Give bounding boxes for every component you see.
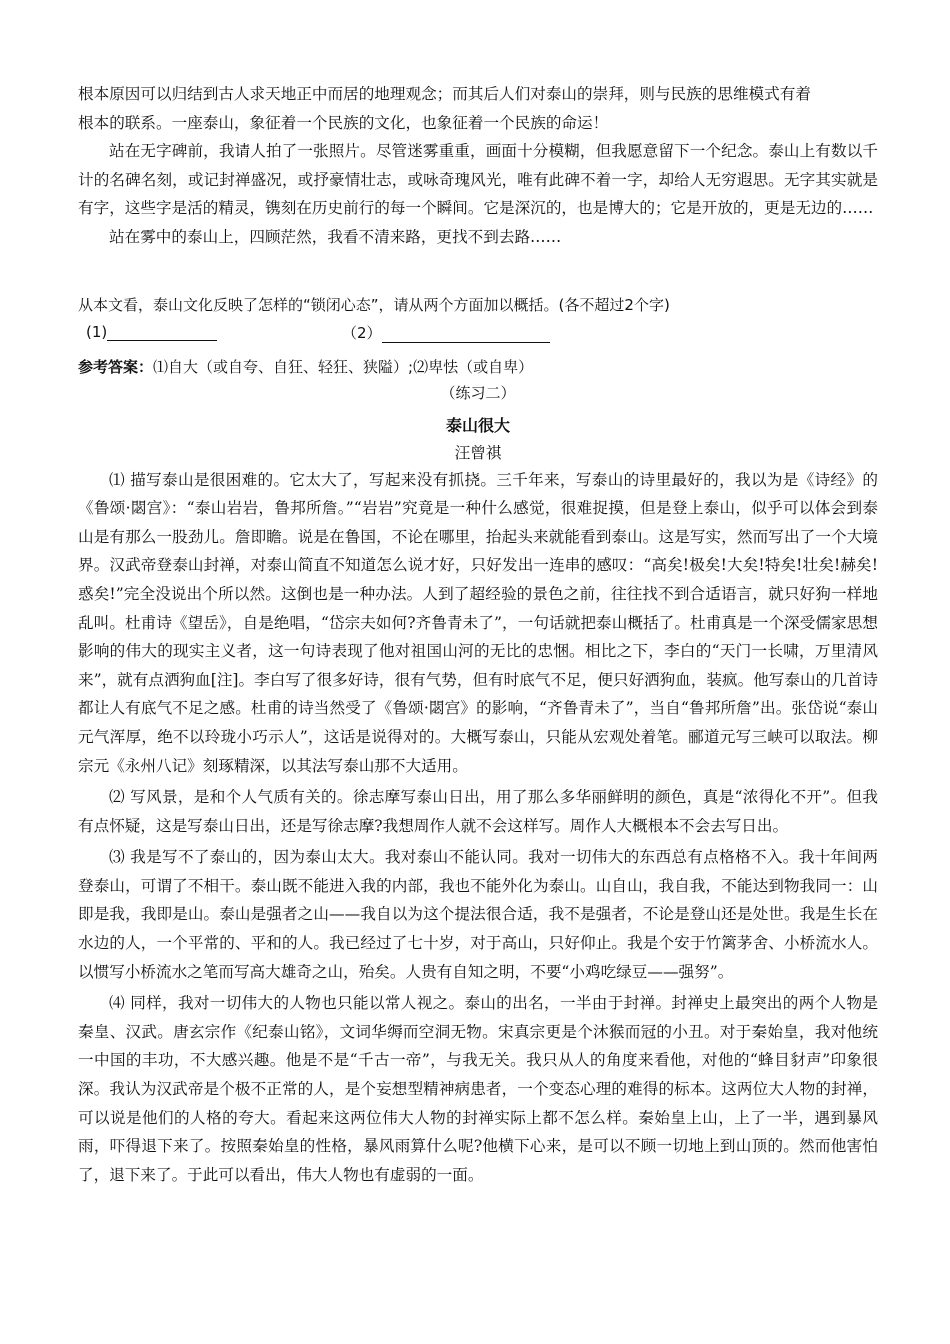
blank-1[interactable]: (1) <box>86 322 217 341</box>
question-text: 从本文看，泰山文化反映了怎样的“锁闭心态”，请从两个方面加以概括。(各不超过2个字) <box>78 295 670 314</box>
section-heading: （练习二） <box>440 383 516 402</box>
paragraph-wuzibei: 站在无字碑前，我请人拍了一张照片。尽管迷雾重重，画面十分模糊，但我愿意留下一个纪念。泰山上有数以千计的名碑名刻，或记封禅盛况，或抒豪情壮志，或咏奇瑰风光，唯有此碑不着一字，却给人无穷遐思。无字其实就是有字，这些字是活的精灵，镌刻在历史前行的每一个瞬间。它是深沉的，也是博大的；它是开放的，更是无边的…… <box>78 142 878 218</box>
article-author: 汪曾祺 <box>454 443 502 462</box>
answer-text: ⑴自大（或自夸、自狂、轻狂、狭隘）;⑵卑怯（或自卑） <box>153 357 534 376</box>
article-paragraph-2: ⑵ 写风景，是和个人气质有关的。徐志摩写泰山日出，用了那么多华丽鲜明的颜色，真是“浓得化不开”。但我有点怀疑，这是写泰山日出，还是写徐志摩?我想周作人就不会这样写。周作人大概根本不会去写日出。 <box>78 788 878 835</box>
article-paragraph-1: ⑴ 描写泰山是很困难的。它太大了，写起来没有抓挠。三千年来，写泰山的诗里最好的，我以为是《诗经》的《鲁颂·閟宫》：“泰山岩岩，鲁邦所詹。”“岩岩”究竟是一种什么感觉，很难捉摸，但是登上泰山，似乎可以体会到泰山是有那么一股劲儿。詹即瞻。说是在鲁国，不论在哪里，抬起头来就能看到泰山。这是写实，然而写出了一个大境界。汉武帝登泰山封禅，对泰山简直不知道怎么说才好，只好发出一连串的感叹：“高矣!极矣!大矣!特矣!壮矣!赫矣!惑矣!”完全没说出个所以然。这倒也是一种办法。人到了超经验的景色之前，往往找不到合适语言，就只好狗一样地乱叫。杜甫诗《望岳》，自是绝唱，“岱宗夫如何?齐鲁青未了”，一句话就把泰山概括了。杜甫真是一个深受儒家思想影响的伟大的现实主义者，这一句诗表现了他对祖国山河的无比的忠悃。相比之下，李白的“天门一长啸，万里清风来”，就有点洒狗血[注]。李白写了很多好诗，很有气势，但有时底气不足，便只好洒狗血，装疯。他写泰山的几首诗都让人有底气不足之感。杜甫的诗当然受了《鲁颂·閟宫》的影响，“齐鲁青未了”，当自“鲁邦所詹”出。张岱说“泰山元气浑厚，绝不以玲珑小巧示人”，这话是说得对的。大概写泰山，只能从宏观处着笔。郦道元写三峡可以取法。柳宗元《永州八记》刻琢精深，以其法写泰山那不大适用。 <box>78 470 878 775</box>
reference-answer <box>78 354 878 380</box>
answer-blanks <box>78 318 878 350</box>
article-title: 泰山很大 <box>445 415 510 435</box>
document-page <box>78 80 878 1189</box>
blank-2[interactable]: （2） <box>342 322 550 343</box>
answer-label: 参考答案： <box>78 357 154 376</box>
article-paragraph-4: ⑷ 同样，我对一切伟大的人物也只能以常人视之。泰山的出名，一半由于封禅。封禅史上最突出的两个人物是秦皇、汉武。唐玄宗作《纪泰山铭》，文词华缛而空洞无物。宋真宗更是个沐猴而冠的小丑。对于秦始皇，我对他统一中国的丰功，不大感兴趣。他是不是“千古一帝”，与我无关。我只从人的角度来看他，对他的“蜂目豺声”印象很深。我认为汉武帝是个极不正常的人，是个妄想型精神病患者，一个变态心理的难得的标本。这两位大人物的封禅，可以说是他们的人格的夸大。看起来这两位伟大人物的封禅实际上都不怎么样。秦始皇上山，上了一半，遇到暴风雨，吓得退下来了。按照秦始皇的性格，暴风雨算什么呢?他横下心来，是可以不顾一切地上到山顶的。然而他害怕了，退下来了。于此可以看出，伟大人物也有虚弱的一面。 <box>78 994 878 1184</box>
paragraph-closing: 站在雾中的泰山上，四顾茫然，我看不清来路，更找不到去路…… <box>109 227 562 246</box>
paragraph-continued: 根本原因可以归结到古人求天地正中而居的地理观念；而其后人们对泰山的崇拜，则与民族的思维模式有着 根本的联系。一座泰山，象征着一个民族的文化，也象征着一个民族的命运！ <box>78 85 811 132</box>
article-paragraph-3: ⑶ 我是写不了泰山的，因为泰山太大。我对泰山不能认同。我对一切伟大的东西总有点格格不入。我十年间两登泰山，可谓了不相干。泰山既不能进入我的内部，我也不能外化为泰山。山自山，我自我，不能达到物我同一：山即是我，我即是山。泰山是强者之山——我自以为这个提法很合适，我不是强者，不论是登山还是处世。我是生长在水边的人，一个平常的、平和的人。我已经过了七十岁，对于高山，只好仰止。我是个安于竹篱茅舍、小桥流水人。以惯写小桥流水之笔而写高大雄奇之山，殆矣。人贵有自知之明，不要“小鸡吃绿豆——强努”。 <box>78 848 878 981</box>
